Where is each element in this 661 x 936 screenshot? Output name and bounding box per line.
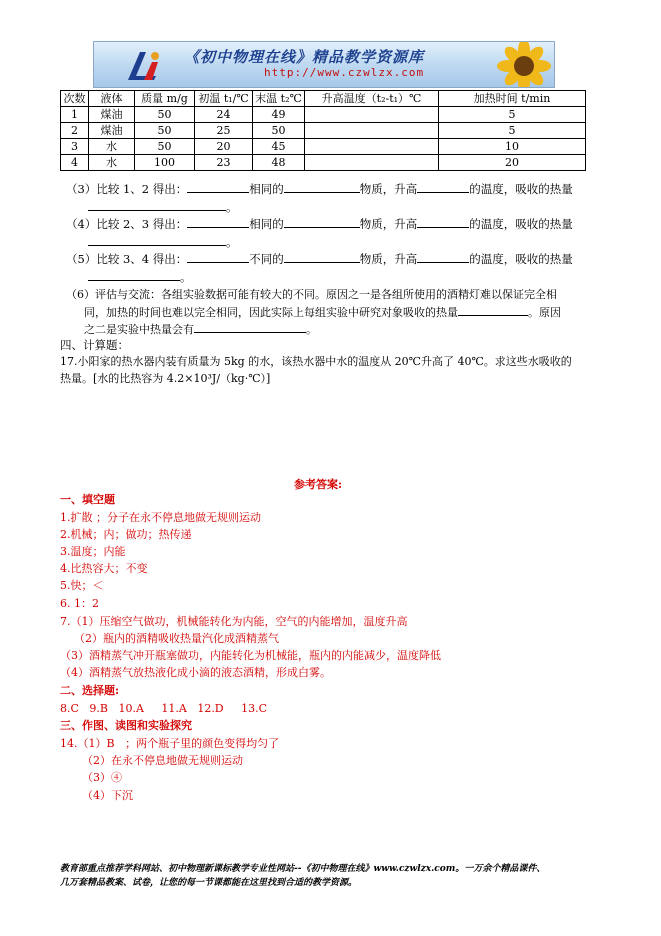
table-row bbox=[61, 107, 586, 123]
table-cell: 50 bbox=[253, 123, 305, 139]
answer-2: 2.机械；内；做功；热传递 bbox=[60, 528, 192, 541]
table-cell: 23 bbox=[195, 155, 253, 171]
question-5-cont: 。 bbox=[88, 268, 192, 285]
header-cell: 初温 t₁/℃ bbox=[195, 91, 253, 107]
question-4: （4）比较 2、3 得出： 相同的 物质，升高 的温度，吸收的热量 bbox=[66, 217, 573, 231]
table-cell: 10 bbox=[439, 139, 586, 155]
answer-blank[interactable] bbox=[88, 198, 226, 211]
table-cell: 25 bbox=[195, 123, 253, 139]
table-cell: 煤油 bbox=[89, 107, 135, 123]
table-cell bbox=[305, 139, 439, 155]
answer-14-1: 14.（1）B ；两个瓶子里的颜色变得均匀了 bbox=[60, 737, 280, 750]
answer-1: 1.扩散 ；分子在永不停息地做无规则运动 bbox=[60, 511, 261, 524]
table-cell: 20 bbox=[195, 139, 253, 155]
answer-14-3: （3）④ bbox=[82, 771, 122, 784]
answer-3: 3.温度；内能 bbox=[60, 545, 126, 558]
answer-blank[interactable] bbox=[187, 250, 249, 263]
section-4-heading: 四、计算题： bbox=[60, 338, 129, 352]
table-cell: 煤油 bbox=[89, 123, 135, 139]
footer-line-1: 教育部重点推荐学科网站、初中物理新课标教学专业性网站--《初中物理在线》www.czwlzx.com。一万余个精品课件、 bbox=[60, 864, 546, 874]
answer-14-2: （2）在永不停息地做无规则运动 bbox=[82, 754, 243, 767]
sunflower-icon bbox=[494, 41, 555, 88]
table-cell: 100 bbox=[135, 155, 195, 171]
answer-14-4: （4）下沉 bbox=[82, 789, 133, 802]
question-6-line-2: 同，加热的时间也难以完全相同，因此实际上每组实验中研究对象吸收的热量 。原因 bbox=[84, 303, 561, 321]
header-cell: 次数 bbox=[61, 91, 89, 107]
table-cell: 45 bbox=[253, 139, 305, 155]
answer-7-3: （3）酒精蒸气冲开瓶塞做功，内能转化为机械能，瓶内的内能减少，温度降低 bbox=[60, 649, 441, 662]
table-cell: 5 bbox=[439, 107, 586, 123]
answers-section-3: 三、作图、读图和实验探究 bbox=[60, 719, 192, 732]
question-6-line-1: （6）评估与交流：各组实验数据可能有较大的不同。原因之一是各组所使用的酒精灯难以保证完全相 bbox=[66, 288, 557, 301]
answer-blank[interactable] bbox=[417, 250, 469, 263]
logo-icon bbox=[122, 46, 166, 86]
table-row bbox=[61, 123, 586, 139]
banner-title: 《初中物理在线》精品教学资源库 bbox=[184, 48, 425, 66]
table-row bbox=[61, 155, 586, 171]
header-cell: 末温 t₂℃ bbox=[253, 91, 305, 107]
experiment-table bbox=[60, 90, 586, 171]
answer-blank[interactable] bbox=[284, 250, 360, 263]
answer-blank[interactable] bbox=[417, 180, 469, 193]
header-cell: 加热时间 t/min bbox=[439, 91, 586, 107]
answers-section-2: 二、选择题: bbox=[60, 684, 120, 697]
header-cell: 质量 m/g bbox=[135, 91, 195, 107]
table-cell: 48 bbox=[253, 155, 305, 171]
table-cell: 50 bbox=[135, 139, 195, 155]
answer-7-4: （4）酒精蒸气放热液化成小滴的液态酒精，形成白雾。 bbox=[60, 666, 331, 679]
question-17-line-2: 热量。[水的比热容为 4.2×10³J/（kg·℃）] bbox=[60, 372, 271, 385]
answer-blank[interactable] bbox=[194, 320, 306, 333]
answer-7-2: （2）瓶内的酒精吸收热量汽化成酒精蒸气 bbox=[74, 632, 279, 645]
table-cell: 3 bbox=[61, 139, 89, 155]
answer-7-1: 7.（1）压缩空气做功，机械能转化为内能，空气的内能增加，温度升高 bbox=[60, 615, 408, 628]
table-cell: 50 bbox=[135, 107, 195, 123]
header-cell: 升高温度（t₂-t₁）℃ bbox=[305, 91, 439, 107]
table-cell: 2 bbox=[61, 123, 89, 139]
header-cell: 液体 bbox=[89, 91, 135, 107]
answers-multiple-choice: 8.C 9.B 10.A 11.A 12.D 13.C bbox=[60, 702, 268, 715]
answers-section-1: 一、填空题 bbox=[60, 493, 115, 506]
answer-blank[interactable] bbox=[88, 233, 226, 246]
banner-url[interactable]: http://www.czwlzx.com bbox=[264, 66, 425, 79]
table-cell: 4 bbox=[61, 155, 89, 171]
table-cell: 5 bbox=[439, 123, 586, 139]
answer-blank[interactable] bbox=[417, 215, 469, 228]
table-cell: 24 bbox=[195, 107, 253, 123]
answer-6: 6. 1：2 bbox=[60, 597, 99, 610]
answer-4: 4.比热容大；不变 bbox=[60, 562, 148, 575]
question-3: （3）比较 1、2 得出： 相同的 物质，升高 的温度，吸收的热量 bbox=[66, 182, 573, 196]
table-cell bbox=[305, 123, 439, 139]
page-footer bbox=[60, 862, 605, 890]
answer-blank[interactable] bbox=[187, 180, 249, 193]
table-cell: 50 bbox=[135, 123, 195, 139]
table-header-row bbox=[61, 91, 586, 107]
question-3-cont: 。 bbox=[88, 198, 238, 215]
answers-title: 参考答案: bbox=[294, 478, 343, 491]
question-17-line-1: 17.小阳家的热水器内装有质量为 5kg 的水，该热水器中水的温度从 20℃升高了 40℃。求这些水吸收的 bbox=[60, 355, 572, 368]
answer-blank[interactable] bbox=[458, 303, 528, 316]
table-cell: 水 bbox=[89, 139, 135, 155]
table-cell: 水 bbox=[89, 155, 135, 171]
question-4-cont: 。 bbox=[88, 233, 238, 250]
answer-blank[interactable] bbox=[284, 180, 360, 193]
table-row bbox=[61, 139, 586, 155]
table-cell: 49 bbox=[253, 107, 305, 123]
header-banner bbox=[93, 41, 555, 88]
answer-blank[interactable] bbox=[88, 268, 180, 281]
table-cell bbox=[305, 107, 439, 123]
table-cell bbox=[305, 155, 439, 171]
answer-blank[interactable] bbox=[187, 215, 249, 228]
question-5: （5）比较 3、4 得出： 不同的 物质，升高 的温度，吸收的热量 bbox=[66, 252, 573, 266]
answer-5: 5.快；＜ bbox=[60, 579, 104, 592]
table-cell: 1 bbox=[61, 107, 89, 123]
question-6-line-3: 之二是实验中热量会有 。 bbox=[84, 320, 317, 338]
answer-blank[interactable] bbox=[284, 215, 360, 228]
table-cell: 20 bbox=[439, 155, 586, 171]
footer-line-2: 几万套精品教案、试卷，让您的每一节课都能在这里找到合适的教学资源。 bbox=[60, 878, 358, 888]
